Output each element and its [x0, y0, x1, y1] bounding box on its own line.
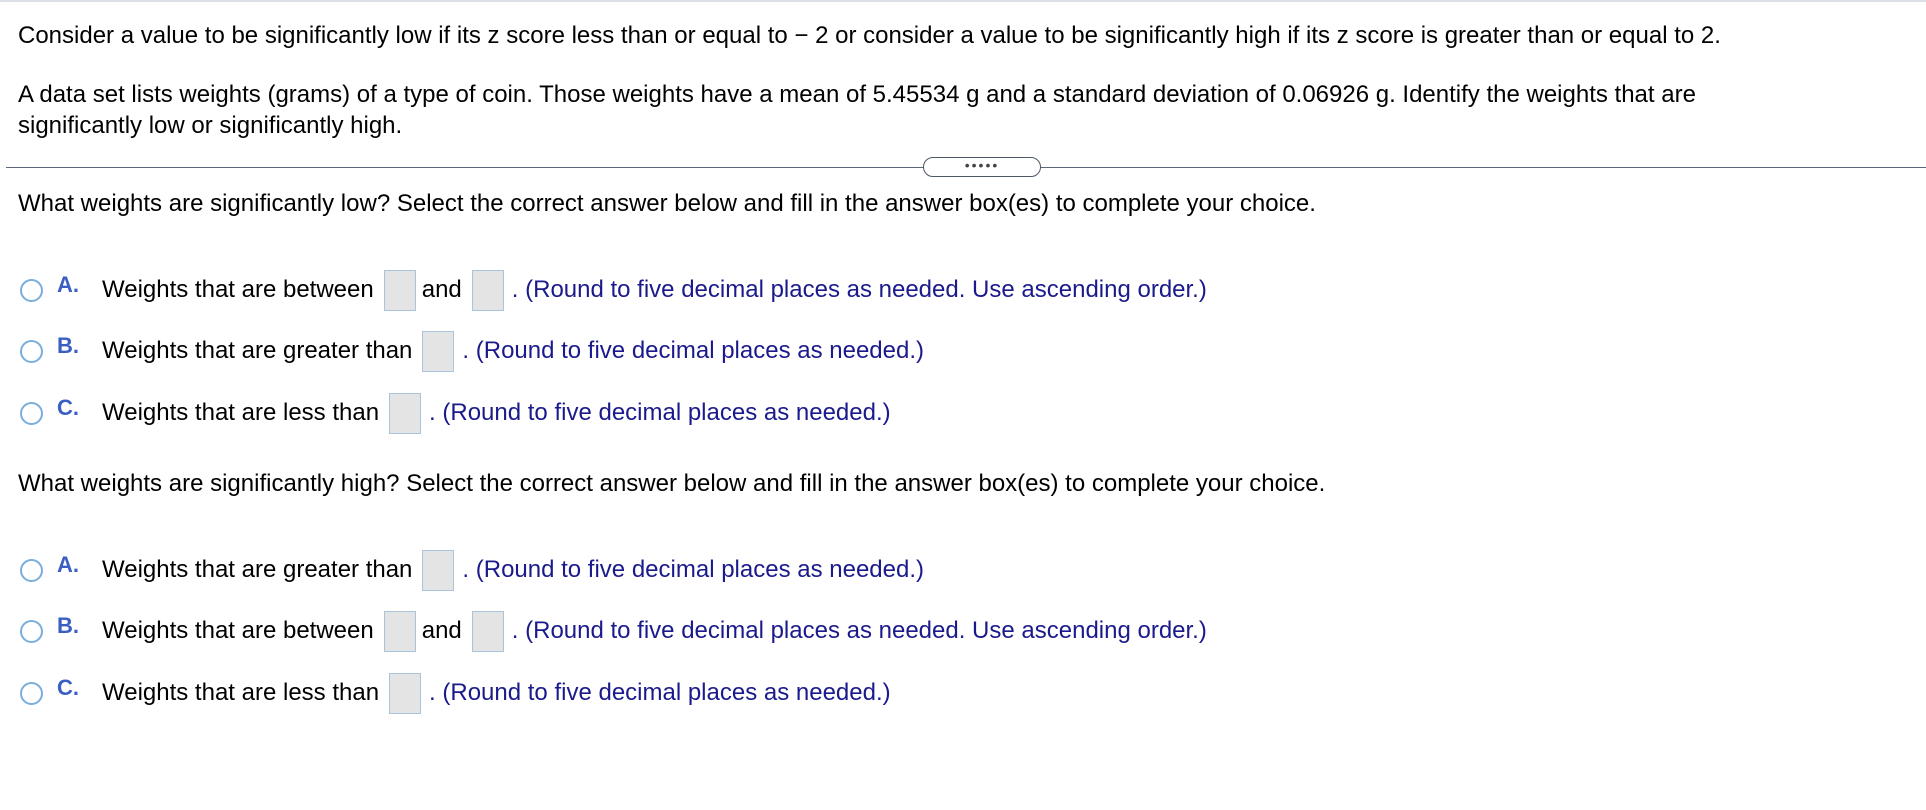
radio-button[interactable]	[20, 279, 43, 302]
rounding-hint: . (Round to five decimal places as needed.)	[462, 337, 924, 364]
low-option-a[interactable]	[20, 268, 1207, 312]
rounding-hint: . (Round to five decimal places as needed.)	[429, 679, 891, 706]
show-more-button[interactable]: •••••	[923, 157, 1041, 177]
answer-box[interactable]	[422, 331, 454, 372]
option-letter: A.	[57, 552, 79, 577]
top-border	[0, 0, 1926, 2]
option-label: Weights that are between	[102, 276, 374, 303]
radio-button[interactable]	[20, 402, 43, 425]
rounding-hint: . (Round to five decimal places as needed. Use ascending order.)	[511, 276, 1207, 303]
answer-box[interactable]	[389, 673, 421, 714]
intro-line-2: A data set lists weights (grams) of a type of coin. Those weights have a mean of 5.45534 g and a standard deviation of 0.06926 g. Identify the weights that are	[18, 81, 1696, 108]
answer-box[interactable]	[472, 270, 504, 311]
answer-box[interactable]	[384, 611, 416, 652]
option-letter: C.	[57, 675, 79, 700]
high-option-a[interactable]	[20, 548, 924, 592]
low-option-c[interactable]	[20, 391, 891, 435]
rounding-hint: . (Round to five decimal places as needed.)	[429, 399, 891, 426]
option-label: Weights that are greater than	[102, 556, 413, 583]
radio-button[interactable]	[20, 682, 43, 705]
option-label: Weights that are greater than	[102, 337, 413, 364]
answer-box[interactable]	[389, 393, 421, 434]
rounding-hint: . (Round to five decimal places as needed. Use ascending order.)	[511, 617, 1207, 644]
option-label: Weights that are less than	[102, 399, 380, 426]
answer-box[interactable]	[472, 611, 504, 652]
option-letter: A.	[57, 272, 79, 297]
and-label: and	[421, 276, 462, 303]
and-label: and	[421, 617, 462, 644]
radio-button[interactable]	[20, 340, 43, 363]
option-label: Weights that are between	[102, 617, 374, 644]
answer-box[interactable]	[422, 550, 454, 591]
radio-button[interactable]	[20, 620, 43, 643]
option-letter: C.	[57, 395, 79, 420]
answer-box[interactable]	[384, 270, 416, 311]
question-low-prompt: What weights are significantly low? Select the correct answer below and fill in the answer box(es) to complete your choice.	[18, 190, 1316, 217]
option-letter: B.	[57, 333, 79, 358]
rounding-hint: . (Round to five decimal places as needed.)	[462, 556, 924, 583]
option-letter: B.	[57, 613, 79, 638]
high-option-b[interactable]	[20, 609, 1207, 653]
intro-line-1: Consider a value to be significantly low if its z score less than or equal to − 2 or consider a value to be significantly high if its z score is greater than or equal to 2.	[18, 22, 1721, 49]
intro-line-3: significantly low or significantly high.	[18, 112, 403, 139]
high-option-c[interactable]	[20, 671, 891, 715]
question-high-prompt: What weights are significantly high? Select the correct answer below and fill in the answer box(es) to complete your choice.	[18, 470, 1326, 497]
option-label: Weights that are less than	[102, 679, 380, 706]
low-option-b[interactable]	[20, 329, 924, 373]
radio-button[interactable]	[20, 559, 43, 582]
